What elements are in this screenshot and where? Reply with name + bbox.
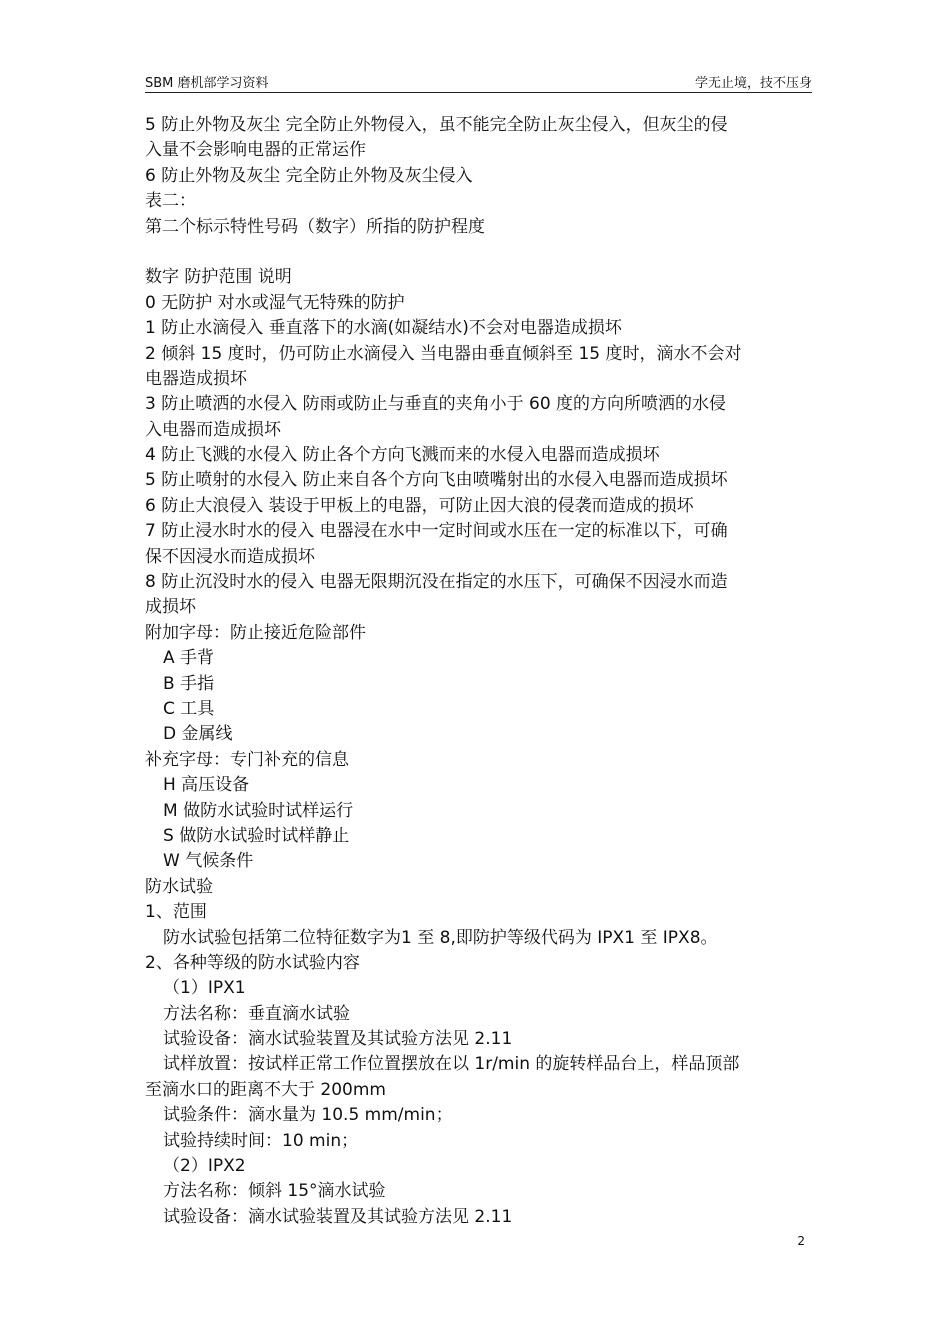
header-right-motto: 学无止境，技不压身 — [694, 76, 812, 91]
text-line: 入量不会影响电器的正常运作 — [145, 140, 366, 161]
text-line: 0 无防护 对水或湿气无特殊的防护 — [145, 292, 405, 313]
text-line: 电器造成损坏 — [145, 368, 247, 389]
text-line: 试验持续时间：10 min； — [163, 1130, 359, 1151]
text-line: 防水试验 — [145, 876, 213, 897]
text-line: 5 防止外物及灰尘 完全防止外物侵入，虽不能完全防止灰尘侵入，但灰尘的侵 — [145, 115, 728, 135]
blank-line — [145, 240, 812, 265]
text-line: 1 防止水滴侵入 垂直落下的水滴(如凝结水)不会对电器造成损坏 — [145, 318, 622, 339]
text-line: 6 防止大浪侵入 装设于甲板上的电器，可防止因大浪的侵袭而造成的损坏 — [145, 495, 694, 516]
text-line: 试样放置：按试样正常工作位置摆放在以 1r/min 的旋转样品台上，样品顶部 — [163, 1054, 740, 1075]
text-line: 5 防止喷射的水侵入 防止来自各个方向飞由喷嘴射出的水侵入电器而造成损坏 — [145, 470, 728, 491]
text-line: 补充字母：专门补充的信息 — [145, 749, 349, 770]
text-line: 表二： — [145, 191, 196, 212]
text-line: 7 防止浸水时水的侵入 电器浸在水中一定时间或水压在一定的标准以下，可确 — [145, 521, 728, 542]
text-line: M 做防水试验时试样运行 — [163, 800, 354, 821]
header-left-title: SBM 磨机部学习资料 — [145, 76, 269, 91]
text-line: C 工具 — [163, 698, 215, 719]
text-line: 方法名称：垂直滴水试验 — [163, 1003, 350, 1024]
text-line: （1）IPX1 — [163, 978, 246, 999]
text-line: S 做防水试验时试样静止 — [163, 825, 350, 846]
text-line: D 金属线 — [163, 724, 233, 745]
text-line: 试验设备：滴水试验装置及其试验方法见 2.11 — [163, 1206, 513, 1227]
text-line: 8 防止沉没时水的侵入 电器无限期沉没在指定的水压下，可确保不因浸水而造 — [145, 572, 728, 593]
text-line: 3 防止喷洒的水侵入 防雨或防止与垂直的夹角小于 60 度的方向所喷洒的水侵 — [145, 394, 727, 415]
page-header — [145, 70, 812, 93]
text-line: 6 防止外物及灰尘 完全防止外物及灰尘侵入 — [145, 165, 473, 186]
text-line: 防水试验包括第二位特征数字为1 至 8,即防护等级代码为 IPX1 至 IPX8。 — [163, 927, 718, 948]
text-line: （2）IPX2 — [163, 1156, 246, 1177]
text-line: 保不因浸水而造成损坏 — [145, 546, 315, 567]
text-line: 附加字母：防止接近危险部件 — [145, 622, 366, 643]
text-line: 试验条件：滴水量为 10.5 mm/min； — [163, 1105, 453, 1126]
text-line: 2 倾斜 15 度时，仍可防止水滴侵入 当电器由垂直倾斜至 15 度时，滴水不会对 — [145, 343, 742, 364]
text-line: 第二个标示特性号码（数字）所指的防护程度 — [145, 216, 485, 237]
text-line: 数字 防护范围 说明 — [145, 267, 292, 288]
document-body — [145, 113, 812, 1230]
page-number: 2 — [797, 1234, 805, 1248]
text-line: 2、各种等级的防水试验内容 — [145, 952, 360, 973]
text-line: 成损坏 — [145, 597, 196, 618]
text-line: A 手背 — [163, 648, 215, 669]
text-line: 4 防止飞溅的水侵入 防止各个方向飞溅而来的水侵入电器而造成损坏 — [145, 445, 660, 466]
text-line: 1、范围 — [145, 902, 207, 923]
text-line: 至滴水口的距离不大于 200mm — [145, 1079, 386, 1100]
text-line: H 高压设备 — [163, 775, 250, 796]
text-line: 入电器而造成损坏 — [145, 419, 281, 440]
text-line: B 手指 — [163, 673, 215, 694]
text-line: 试验设备：滴水试验装置及其试验方法见 2.11 — [163, 1029, 513, 1050]
text-line: W 气候条件 — [163, 851, 254, 872]
text-line: 方法名称：倾斜 15°滴水试验 — [163, 1181, 386, 1202]
